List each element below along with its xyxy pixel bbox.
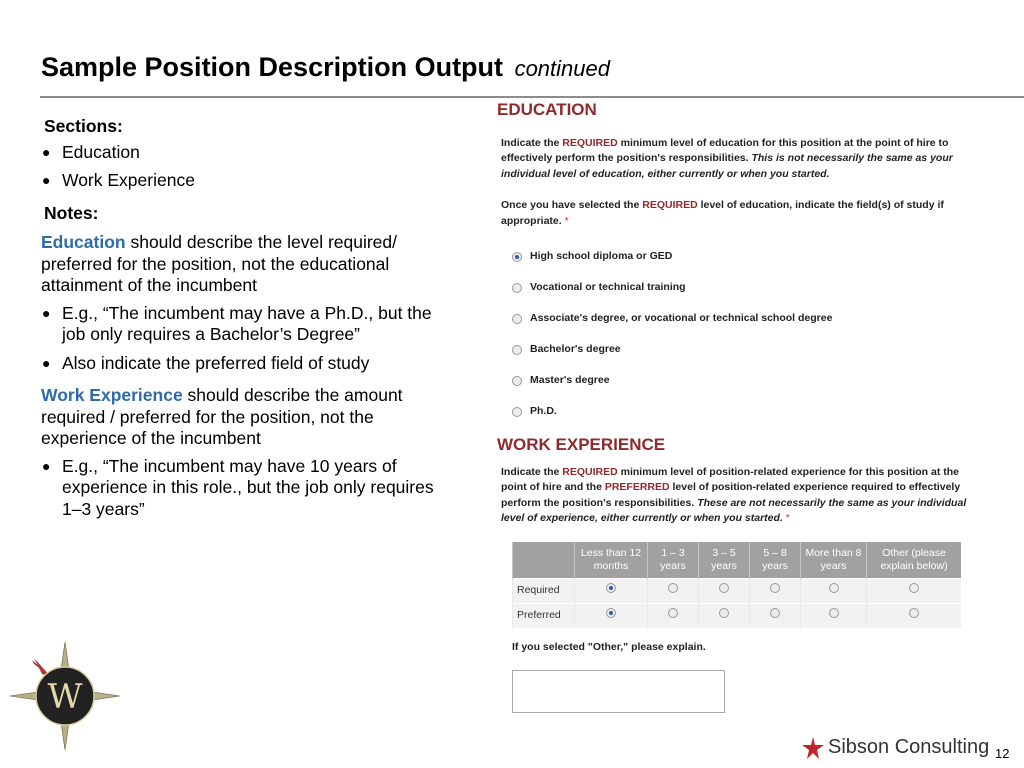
list-item: ● Work Experience bbox=[42, 170, 195, 190]
other-explanation-input[interactable] bbox=[512, 670, 725, 713]
education-term: Education bbox=[41, 232, 126, 252]
required-marker: * bbox=[564, 214, 569, 227]
column-header: 3 – 5 years bbox=[699, 542, 750, 579]
radio-button[interactable] bbox=[829, 583, 839, 593]
education-option[interactable]: High school diploma or GED bbox=[497, 241, 987, 272]
list-item: ● Also indicate the preferred field of study bbox=[42, 352, 370, 373]
education-bullets bbox=[41, 303, 456, 375]
sections-list bbox=[41, 142, 456, 192]
bullet-icon: ● bbox=[42, 304, 51, 321]
list-item: ● E.g., “The incumbent may have a Ph.D., but the job only requires a Bachelor’s Degree” bbox=[42, 302, 432, 344]
title-suffix: continued bbox=[514, 56, 610, 81]
title-main: Sample Position Description Output bbox=[41, 52, 504, 82]
corner-cell bbox=[513, 542, 575, 579]
education-option[interactable]: Master's degree bbox=[497, 365, 987, 396]
title-divider bbox=[40, 96, 1024, 98]
sections-heading: Sections: bbox=[44, 116, 123, 136]
radio-button[interactable] bbox=[668, 608, 678, 618]
table-row bbox=[513, 578, 962, 603]
row-label: Required bbox=[513, 578, 575, 603]
slide-title bbox=[41, 52, 610, 83]
radio-button[interactable] bbox=[512, 252, 522, 262]
education-option[interactable]: Ph.D. bbox=[497, 396, 987, 427]
radio-button[interactable] bbox=[909, 608, 919, 618]
row-label: Preferred bbox=[513, 603, 575, 628]
radio-button[interactable] bbox=[668, 583, 678, 593]
work-experience-instructions: Indicate the REQUIRED minimum level of position-related experience for this position at the point of hire and the PREFERRED level of position-related experience required to effectively perform the position's responsibilities. These are not necessarily the same as your individual level of experience, either currently or when you started. * bbox=[501, 465, 967, 524]
education-option[interactable]: Bachelor's degree bbox=[497, 334, 987, 365]
radio-button[interactable] bbox=[909, 583, 919, 593]
column-header: Less than 12 months bbox=[575, 542, 648, 579]
radio-button[interactable] bbox=[512, 345, 522, 355]
bullet-icon: ● bbox=[42, 457, 51, 474]
radio-button[interactable] bbox=[512, 283, 522, 293]
work-term: Work Experience bbox=[41, 385, 183, 405]
notes-column bbox=[41, 116, 456, 527]
compass-w-logo bbox=[10, 640, 120, 752]
radio-button[interactable] bbox=[770, 608, 780, 618]
svg-text:W: W bbox=[47, 677, 83, 717]
required-marker: * bbox=[785, 512, 790, 524]
brand-name: Sibson Consulting bbox=[828, 736, 990, 758]
table-header-row bbox=[513, 542, 962, 579]
experience-table bbox=[512, 542, 961, 628]
form-screenshot bbox=[497, 102, 987, 713]
column-header: Other (please explain below) bbox=[867, 542, 962, 579]
column-header: 1 – 3 years bbox=[648, 542, 699, 579]
radio-button[interactable] bbox=[606, 583, 616, 593]
work-note: Work Experience should describe the amount required / preferred for the position, not the experience of the incumbent bbox=[41, 385, 403, 448]
bullet-icon: ● bbox=[42, 172, 51, 188]
radio-button[interactable] bbox=[770, 583, 780, 593]
work-bullets bbox=[41, 456, 456, 521]
radio-button[interactable] bbox=[606, 608, 616, 618]
education-option[interactable]: Vocational or technical training bbox=[497, 272, 987, 303]
column-header: More than 8 years bbox=[801, 542, 867, 579]
radio-button[interactable] bbox=[829, 608, 839, 618]
brand-logo bbox=[802, 736, 989, 759]
radio-button[interactable] bbox=[719, 608, 729, 618]
other-prompt: If you selected "Other," please explain. bbox=[512, 640, 706, 653]
education-heading: EDUCATION bbox=[497, 100, 597, 119]
column-header: 5 – 8 years bbox=[750, 542, 801, 579]
radio-button[interactable] bbox=[719, 583, 729, 593]
list-item: ● E.g., “The incumbent may have 10 years of experience in this role., but the job only requires 1–3 years” bbox=[42, 455, 434, 519]
page-number: 12 bbox=[995, 746, 1010, 761]
field-of-study-instructions: Once you have selected the REQUIRED level of education, indicate the field(s) of study if appropriate. * bbox=[501, 199, 944, 227]
education-option[interactable]: Associate's degree, or vocational or technical school degree bbox=[497, 303, 987, 334]
notes-heading: Notes: bbox=[44, 202, 99, 223]
list-item: ● Education bbox=[42, 141, 140, 162]
radio-button[interactable] bbox=[512, 376, 522, 386]
radio-button[interactable] bbox=[512, 407, 522, 417]
education-note: Education should describe the level required/ preferred for the position, not the educational attainment of the incumbent bbox=[41, 232, 398, 295]
bullet-icon: ● bbox=[42, 354, 51, 371]
education-options bbox=[497, 241, 987, 427]
bullet-icon: ● bbox=[42, 143, 51, 160]
star-icon bbox=[802, 737, 824, 759]
radio-button[interactable] bbox=[512, 314, 522, 324]
work-experience-heading: WORK EXPERIENCE bbox=[497, 435, 666, 454]
education-instructions: Indicate the REQUIRED minimum level of education for this position at the point of hire to effectively perform the position's responsibilities. This is not necessarily the same as your individual level of education, either currently or when you started. bbox=[501, 136, 953, 180]
table-row bbox=[513, 603, 962, 628]
